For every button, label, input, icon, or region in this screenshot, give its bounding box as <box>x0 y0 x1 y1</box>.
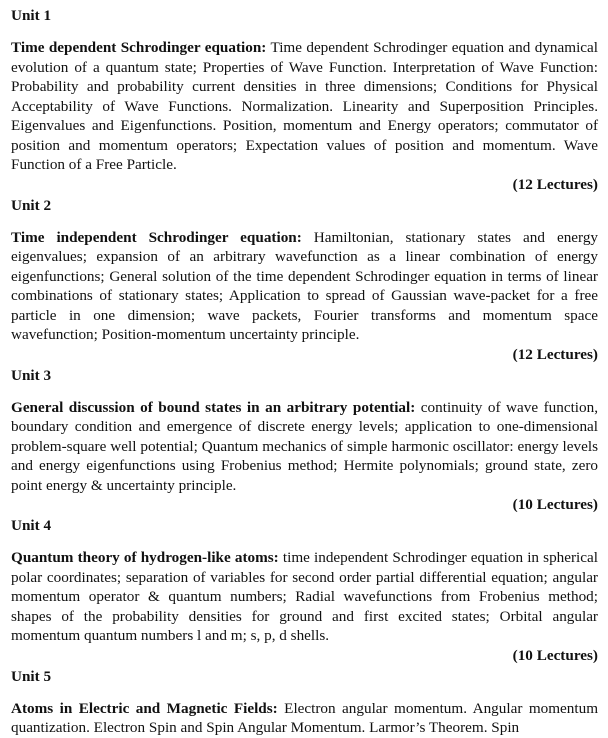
unit-5 <box>11 667 598 738</box>
unit-1 <box>11 6 598 195</box>
lecture-count: (10 Lectures) <box>512 496 598 513</box>
unit-text: Hamiltonian, stationary states and energy eigenvalues; expansion of an arbitrary wavefunction as a linear combination of energy eigenfunctions; General solution of the time dependent Schrodinger equation in terms of linear combinations of stationary states; Application to spread of Gaussian wave-packet for a free particle in one dimension; wave packets, Fourier transforms and momentum space wavefunction; Position-momentum uncertainty principle. <box>11 228 599 343</box>
lecture-count: (10 Lectures) <box>512 646 598 664</box>
unit-4 <box>11 516 598 666</box>
unit-topic: Quantum theory of hydrogen-like atoms: <box>11 549 279 566</box>
unit-description <box>11 398 598 496</box>
unit-text: Time dependent Schrodinger equation and dynamical evolution of a quantum state; Properties of Wave Function. Interpretation of Wave Function: Probability and probability current densities in three dimensions; Conditions for Physical Acceptability of Wave Functions. Normalization. Linearity and Superposition Principles. Eigenvalues and Eigenfunctions. Position, momentum and Energy operators; commutator of position and momentum operators; Expectation values of position and momentum. Wave Function of a Free Particle. <box>11 39 598 173</box>
unit-description <box>11 38 598 175</box>
unit-topic: Time independent Schrodinger equation: <box>11 228 302 246</box>
unit-heading: Unit 2 <box>11 196 52 214</box>
unit-heading: Unit 3 <box>11 366 52 384</box>
unit-2 <box>11 196 598 365</box>
unit-3 <box>11 366 598 516</box>
lecture-count: (12 Lectures) <box>512 175 598 193</box>
unit-text: continuity of wave function, boundary condition and emergence of discrete energy levels; application to one-dimensional problem-square well potential; Quantum mechanics of simple harmonic oscillator: energy levels and energy eigenfunctions using Frobenius method; Hermite polynomials; ground state, zero point energy & uncertainty principle. <box>11 398 598 494</box>
unit-heading: Unit 1 <box>11 7 52 24</box>
unit-heading: Unit 4 <box>11 517 52 534</box>
unit-heading: Unit 5 <box>11 667 52 685</box>
lecture-count: (12 Lectures) <box>512 345 598 363</box>
unit-text: time independent Schrodinger equation in spherical polar coordinates; separation of variables for second order partial differential equation; angular momentum operator & quantum numbers; Radial wavefunctions from Frobenius method; shapes of the probability densities for ground and first excited states; Orbital angular momentum quantum numbers l and m; s, p, d shells. <box>11 549 598 644</box>
unit-description <box>11 228 598 345</box>
unit-topic: General discussion of bound states in an arbitrary potential: <box>11 398 416 416</box>
unit-description <box>11 548 598 646</box>
unit-topic: Time dependent Schrodinger equation: <box>11 39 267 56</box>
unit-topic: Atoms in Electric and Magnetic Fields: <box>11 699 278 717</box>
unit-text: Electron angular momentum. Angular momentum quantization. Electron Spin and Spin Angular Momentum. Larmor’s Theorem. Spin <box>11 699 599 736</box>
unit-description <box>11 699 598 738</box>
